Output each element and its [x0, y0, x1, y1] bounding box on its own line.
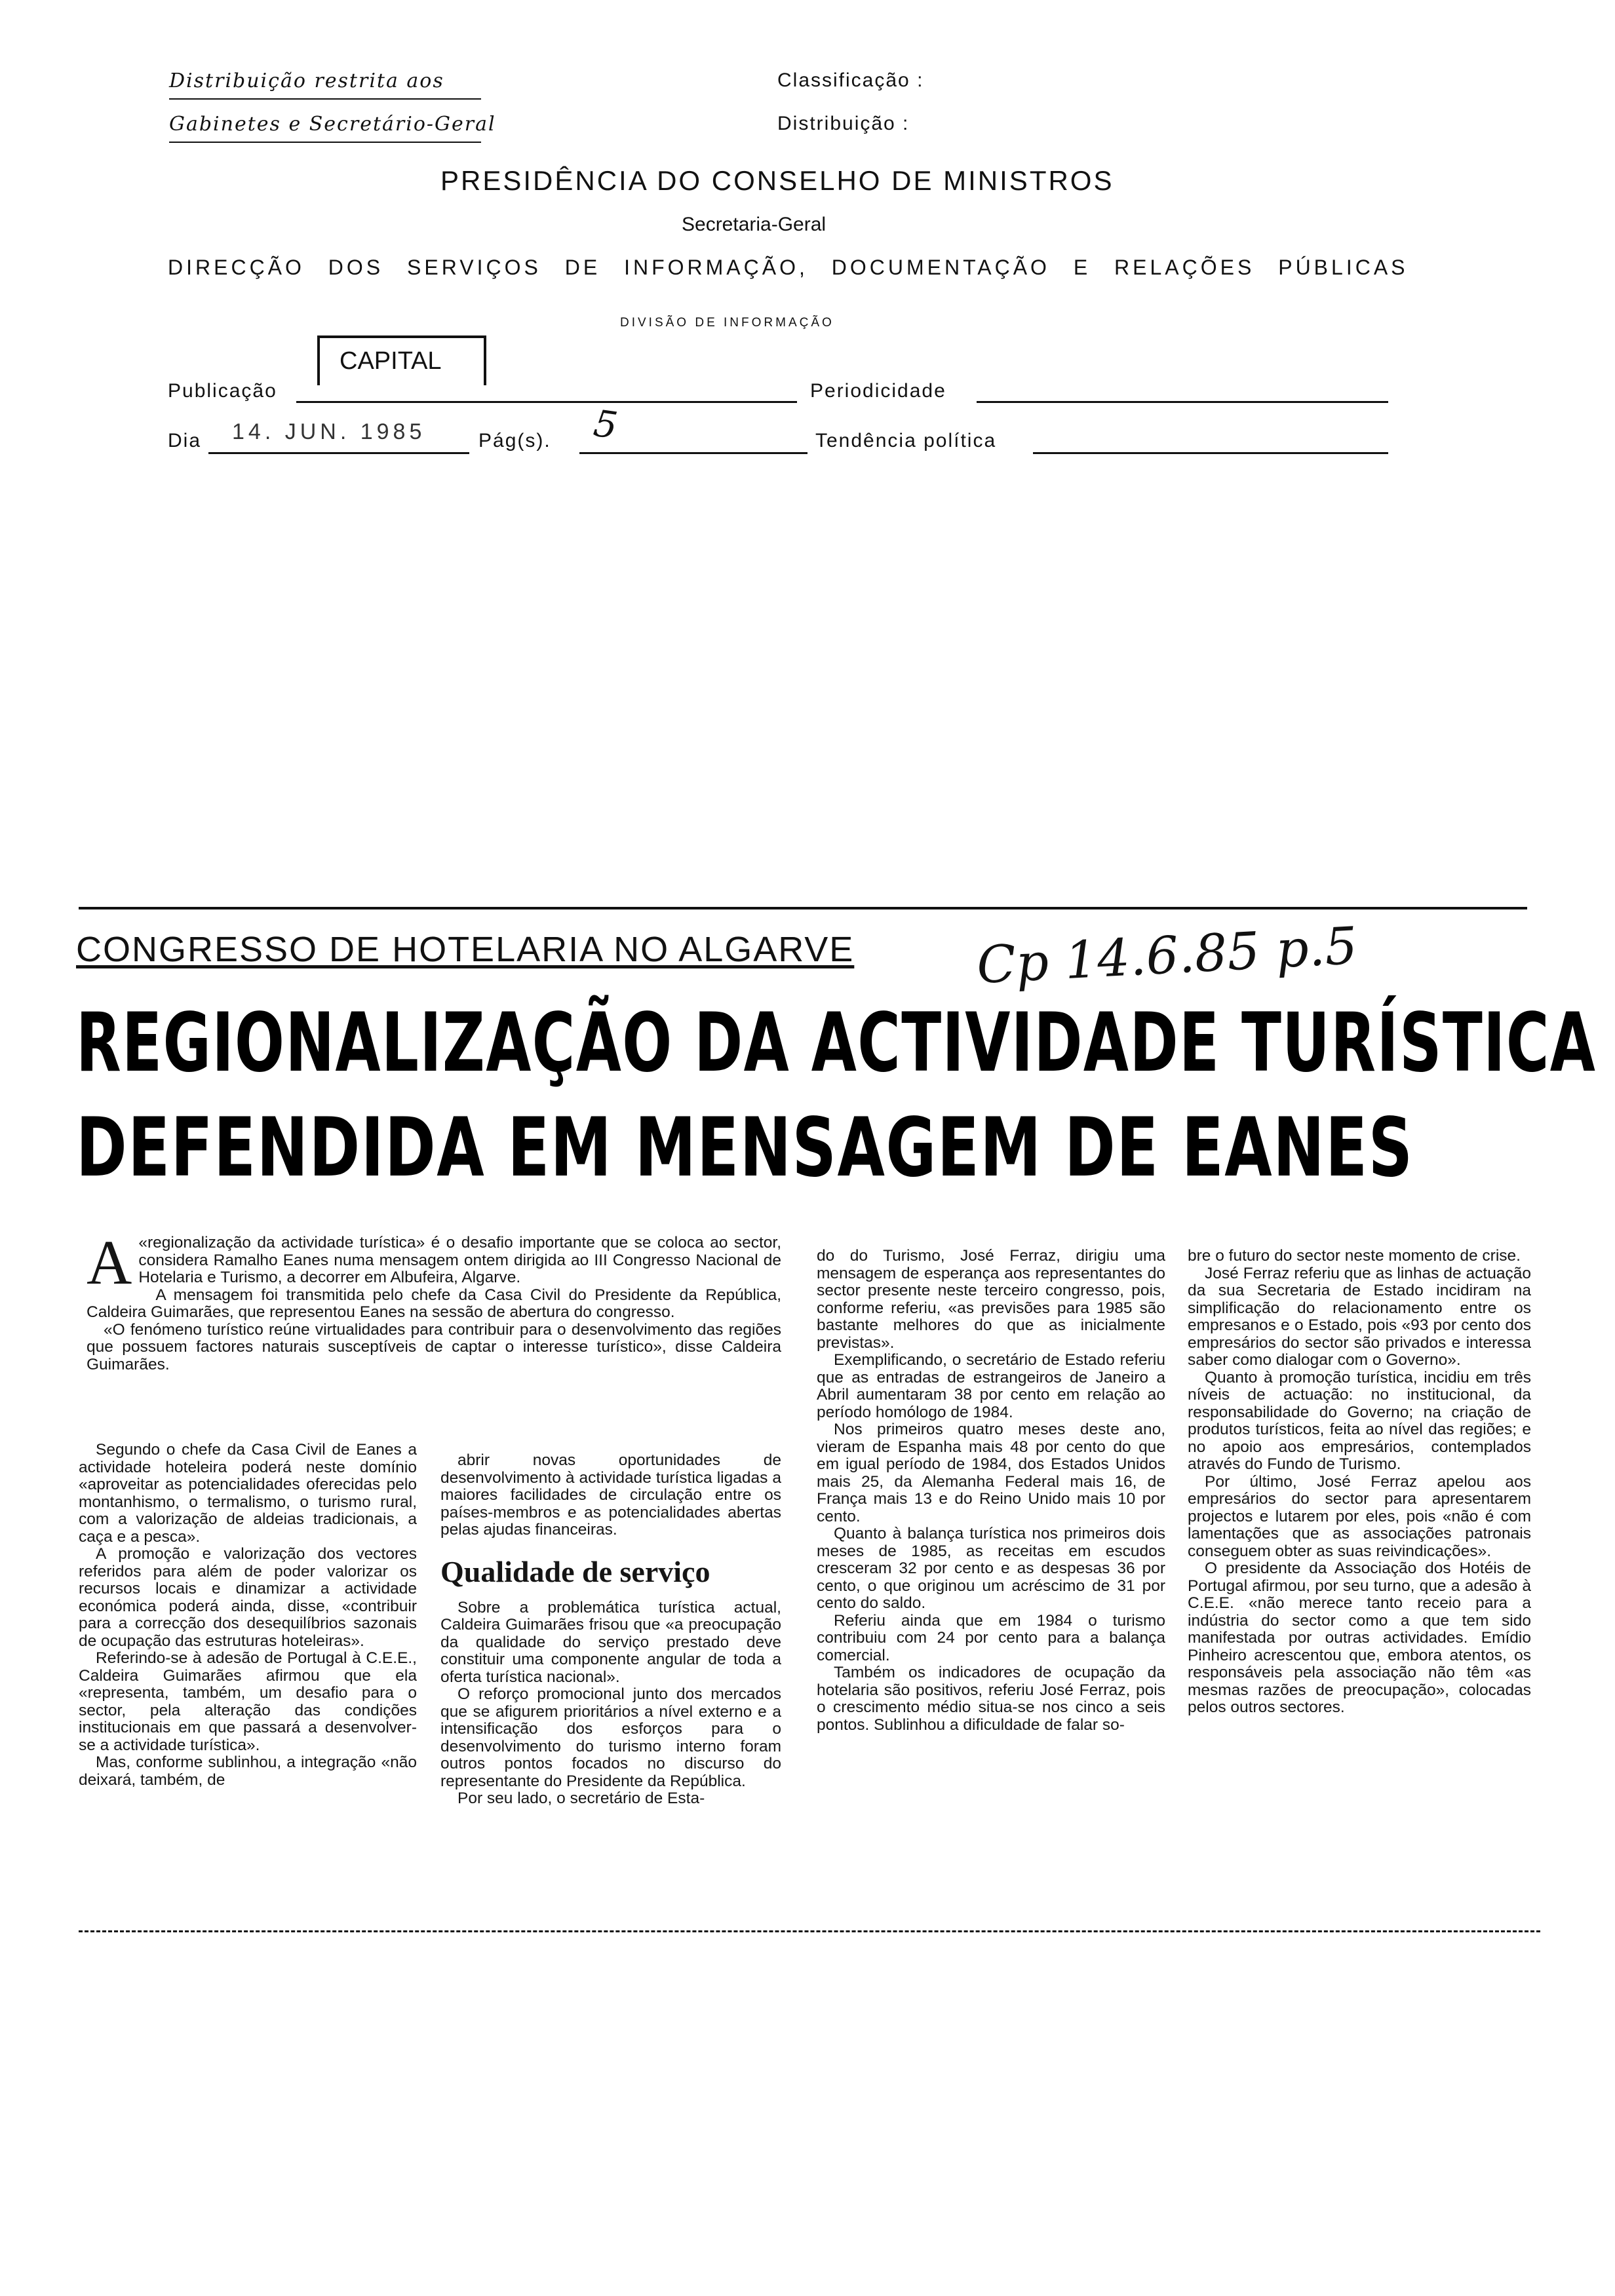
col4-paragraph: bre o futuro do sector neste momento de crise.: [1188, 1247, 1521, 1265]
dropcap: A: [87, 1227, 132, 1297]
headline-line1: REGIONALIZAÇÃO DA ACTIVIDADE TURÍSTICA: [76, 996, 1597, 1090]
publication-label: Publicação: [168, 380, 277, 402]
article-column-3: [817, 1248, 1165, 1734]
headline-line2: DEFENDIDA EM MENSAGEM DE EANES: [76, 1101, 1414, 1195]
clipping-bottom-rule: [79, 1930, 1540, 1932]
section-title: CONGRESSO DE HOTELARIA NO ALGARVE: [76, 930, 855, 969]
subheading: Qualidade de serviço: [440, 1554, 710, 1588]
col4-paragraph: Por último, José Ferraz apelou aos empresários do sector para apresentarem projectos e lutarem por eles, pois «não é com lamentações que as associações patronais conseguem obter as suas reivindicações».: [1188, 1472, 1531, 1560]
col4-paragraph: Quanto à promoção turística, incidiu em três níveis de actuação: no institucional, da responsabilidade do Governo; na criação de produtos turísticos, feita ao nível das regiões; e no apoio aos empresários, contemplados através do Fundo de Turismo.: [1188, 1368, 1531, 1473]
col4-paragraph: O presidente da Associação dos Hotéis de Portugal afirmou, por seu turno, que a adesão à C.E.E. «não merece tanto receio para a indústria do sector como a que tem sido manifestada por outras actividades. Emídio Pinheiro acrescentou que, embora atentos, os responsáveis pela associação não têm «as mesmas razões de preocupação», colocadas pelos outros sectores.: [1188, 1559, 1531, 1716]
article-column-1: [79, 1442, 417, 1789]
col2-paragraph: abrir novas oportunidades de desenvolvimento à actividade turística ligadas a maiores facilidades de circulação entre os países-membros e as potencialidades abertas pelas ajudas financeiras.: [440, 1451, 781, 1539]
publication-value: CAPITAL: [340, 347, 442, 375]
directorate: DIRECÇÃO DOS SERVIÇOS DE INFORMAÇÃO, DOCUMENTAÇÃO E RELAÇÕES PÚBLICAS: [168, 256, 1409, 279]
lead-paragraph-3: «O fenómeno turístico reúne virtualidades para contribuir para o desenvolvimento das regiões que possuem factores naturais susceptíveis de captar o interesse turístico», disse Caldeira Guimarães.: [87, 1320, 781, 1373]
pages-line: [579, 452, 808, 454]
publication-stamp: [317, 335, 486, 385]
col3-paragraph: Quanto à balança turística nos primeiros dois meses de 1985, as receitas em escudos cresceram 32 por cento e as despesas 36 por cento, o que originou um acréscimo de 31 por cento do saldo.: [817, 1525, 1165, 1612]
tendency-label: Tendência política: [815, 430, 997, 451]
day-line: [208, 452, 469, 454]
col3-paragraph: Referiu ainda que em 1984 o turismo contribuiu com 24 por cento para a balança comercial.: [817, 1611, 1165, 1664]
col3-paragraph: do do Turismo, José Ferraz, dirigiu uma mensagem de esperança aos representantes do sector presente neste terceiro congresso, pois, conforme referiu, «as previsões para 1985 são bastante melhores do que as inicialmente previstas».: [817, 1247, 1165, 1352]
distribution-label: Distribuição :: [777, 113, 910, 134]
article-column-2: [440, 1452, 781, 1808]
lead-paragraph: «regionalização da actividade turística» é o desafio importante que se coloca ao sector, considera Ramalho Eanes numa mensagem ontem dirigida ao III Congresso Nacional de Hotelaria e Turismo, a decorrer em Albufeira, Algarve.: [138, 1234, 781, 1286]
clipping-top-rule: [79, 907, 1527, 909]
periodicity-label: Periodicidade: [810, 380, 946, 402]
distribution-restricted-line1: Distribuição restrita aos: [169, 69, 444, 92]
col3-paragraph: Nos primeiros quatro meses deste ano, vieram de Espanha mais 48 por cento do que em igual período de 1984, dos Estados Unidos mais 25, da Alemanha Federal mais 16, de França mais 13 e do Reino Unido mais 10 por cento.: [817, 1421, 1165, 1525]
day-value: 14. JUN. 1985: [232, 419, 426, 444]
col4-paragraph: José Ferraz referiu que as linhas de actuação da sua Secretaria de Estado incidiram na simplificação do relacionamento entre os empresanos e o Estado, pois «93 por cento dos empresários do sector são privados e interessa saber como dialogar com o Governo».: [1188, 1264, 1531, 1369]
col3-paragraph: Também os indicadores de ocupação da hotelaria são positivos, referiu José Ferraz, pois o crescimento médio situa-se nos cinco a seis pontos. Sublinhou a dificuldade de falar so-: [817, 1664, 1165, 1734]
col1-paragraph: Segundo o chefe da Casa Civil de Eanes a actividade hoteleira poderá neste domínio «aproveitar as potencialidades oferecidas pelo montanhismo, o termalismo, o turismo rural, com a valorização de aldeias tradicionais, a caça e a pesca».: [79, 1441, 417, 1546]
classification-label: Classificação :: [777, 69, 924, 91]
article-lead: [87, 1227, 781, 1373]
article-column-4: [1188, 1248, 1531, 1717]
tendency-line: [1033, 452, 1388, 454]
day-label: Dia: [168, 430, 202, 451]
org-title: PRESIDÊNCIA DO CONSELHO DE MINISTROS: [440, 165, 1114, 196]
distribution-restricted-line2: Gabinetes e Secretário-Geral: [169, 113, 496, 136]
underline: [169, 98, 481, 100]
pages-value: 5: [591, 402, 620, 448]
col2-paragraph: Sobre a problemática turística actual, Caldeira Guimarães frisou que «a preocupação da qualidade do serviço prestado deve constituir uma componente angular de toda a oferta turística nacional».: [440, 1598, 781, 1686]
pages-label: Pág(s).: [478, 430, 551, 451]
col3-paragraph: Exemplificando, o secretário de Estado referiu que as entradas de estrangeiros de Janeiro a Abril aumentaram 38 por cento em relação ao período homólogo de 1984.: [817, 1351, 1165, 1421]
periodicity-line: [977, 401, 1388, 403]
lead-paragraph-2: A mensagem foi transmitida pelo chefe da Casa Civil do Presidente da República, Caldeira Guimarães, que representou Eanes na sessão de abertura do congresso.: [87, 1286, 781, 1321]
handwritten-note: Cp 14.6.85 p.5: [975, 916, 1359, 996]
col1-paragraph: Mas, conforme sublinhou, a integração «não deixará, também, de: [79, 1753, 417, 1789]
col1-paragraph: A promoção e valorização dos vectores referidos para além de poder valorizar os recursos locais e dinamizar a actividade económica poderá ainda, disse, «contribuir para a correcção dos desequilíbrios sazonais de ocupação das estruturas hoteleiras».: [79, 1545, 417, 1650]
col1-paragraph: Referindo-se à adesão de Portugal à C.E.E., Caldeira Guimarães afirmou que ela «representa, também, um desafio para o sector, pela alteração das condições institucionais em que passará a desenvolver-se a actividade turística».: [79, 1649, 417, 1754]
underline: [169, 142, 481, 143]
secretariat: Secretaria-Geral: [682, 214, 827, 235]
division: DIVISÃO DE INFORMAÇÃO: [620, 316, 834, 330]
col2-paragraph: O reforço promocional junto dos mercados que se afigurem prioritários a nível externo e a intensificação dos esforços para o desenvolvimento do turismo interno foram outros pontos focados no discurso do representante do Presidente da República.: [440, 1685, 781, 1790]
col2-paragraph: Por seu lado, o secretário de Esta-: [457, 1789, 705, 1807]
publication-line: [296, 401, 797, 403]
